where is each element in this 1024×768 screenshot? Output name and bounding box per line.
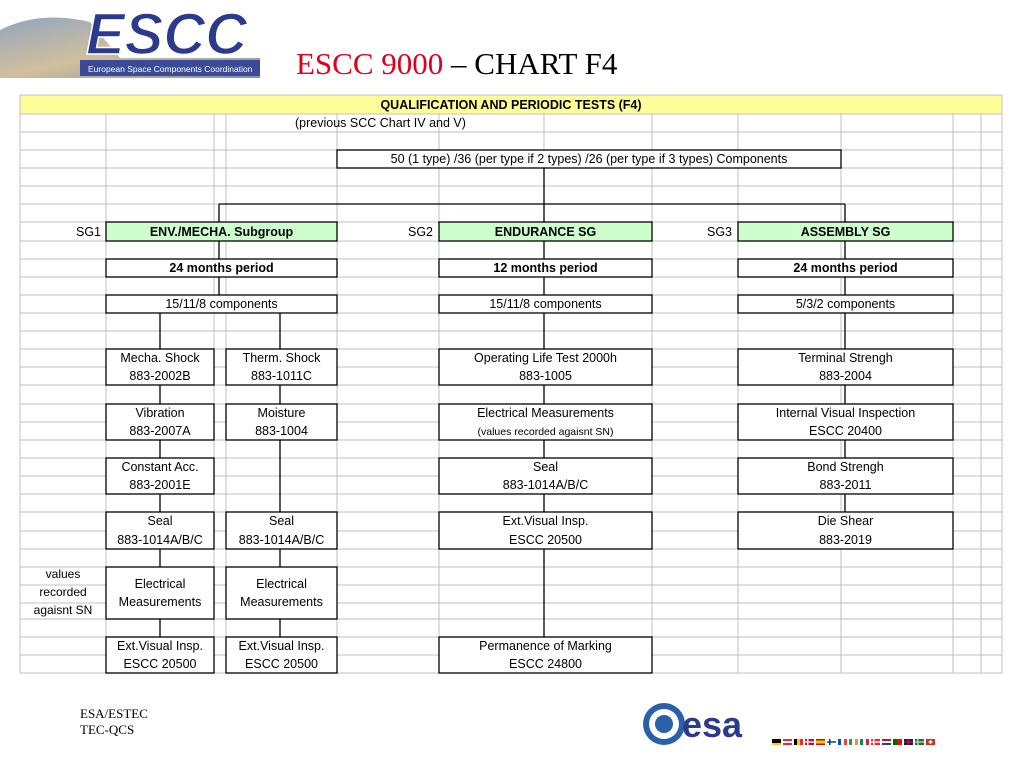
footer-text bbox=[80, 706, 148, 738]
test-ref: 883-2011 bbox=[819, 478, 872, 492]
test-ref: 883-2019 bbox=[819, 533, 872, 547]
test-ref: ESCC 20500 bbox=[245, 657, 318, 671]
test-name-cont: Measurements bbox=[240, 595, 323, 609]
sg3-components: 5/3/2 components bbox=[795, 297, 896, 311]
sg1-period: 24 months period bbox=[169, 261, 274, 275]
escc-logo-subtitle: European Space Components Coordination bbox=[88, 64, 253, 74]
test-name: Electrical bbox=[256, 577, 307, 591]
test-name: Seal bbox=[268, 514, 295, 528]
chart-subheading: (previous SCC Chart IV and V) bbox=[295, 116, 466, 130]
components-top-label: 50 (1 type) /36 (per type if 2 types) /26 (per type if 3 types) Components bbox=[390, 152, 788, 166]
sg2-id: SG2 bbox=[408, 225, 434, 239]
slide-title-black: CHART F4 bbox=[474, 46, 618, 81]
esa-logo-text: esa bbox=[682, 704, 743, 745]
test-ref: ESCC 24800 bbox=[509, 657, 582, 671]
sg2-components: 15/11/8 components bbox=[489, 297, 602, 311]
slide-title-red: ESCC 9000 bbox=[296, 46, 444, 81]
sg2-name: ENDURANCE SG bbox=[494, 225, 597, 239]
test-name: Terminal Strengh bbox=[798, 351, 893, 365]
sg3-period: 24 months period bbox=[793, 261, 898, 275]
test-ref: 883-1011C bbox=[251, 369, 312, 383]
side-note-line: values bbox=[45, 567, 81, 581]
sg1-name: ENV./MECHA. Subgroup bbox=[149, 225, 294, 239]
test-name: Moisture bbox=[257, 406, 306, 420]
test-note: (values recorded agaisnt SN) bbox=[477, 426, 614, 438]
test-ref: 883-2004 bbox=[819, 369, 872, 383]
test-name: Seal bbox=[532, 460, 559, 474]
test-name: Constant Acc. bbox=[121, 460, 199, 474]
sg1-id: SG1 bbox=[76, 225, 102, 239]
test-ref: 883-1014A/B/C bbox=[117, 533, 203, 547]
test-ref: 883-1004 bbox=[255, 424, 308, 438]
test-ref: 883-1014A/B/C bbox=[238, 533, 325, 547]
test-name: Die Shear bbox=[817, 514, 874, 528]
test-ref: 883-2007A bbox=[129, 424, 191, 438]
test-name: Electrical Measurements bbox=[477, 406, 614, 420]
sg3-name: ASSEMBLY SG bbox=[800, 225, 891, 239]
test-ref: 883-1014A/B/C bbox=[502, 478, 589, 492]
footer-line-1: ESA/ESTEC bbox=[80, 706, 148, 721]
slide-title-dash: – bbox=[443, 46, 475, 81]
side-note-line: agaisnt SN bbox=[33, 603, 93, 617]
sg3-id: SG3 bbox=[707, 225, 733, 239]
test-name: Ext.Visual Insp. bbox=[117, 639, 203, 653]
test-name: Permanence of Marking bbox=[479, 639, 612, 653]
test-name: Electrical bbox=[134, 577, 186, 591]
member-flags-icon bbox=[772, 739, 935, 745]
sg2-period: 12 months period bbox=[493, 261, 598, 275]
test-name: Therm. Shock bbox=[242, 351, 321, 365]
escc-logo-text: ESCC bbox=[86, 2, 248, 67]
test-ref: ESCC 20400 bbox=[809, 424, 882, 438]
test-name: Ext.Visual Insp. bbox=[238, 639, 325, 653]
esa-logo bbox=[640, 700, 1010, 752]
test-ref: ESCC 20500 bbox=[509, 533, 582, 547]
sg1-components: 15/11/8 components bbox=[165, 297, 278, 311]
test-name: Ext.Visual Insp. bbox=[502, 514, 589, 528]
test-ref: 883-2001E bbox=[129, 478, 191, 492]
test-name: Vibration bbox=[135, 406, 185, 420]
test-name: Seal bbox=[147, 514, 173, 528]
test-name: Mecha. Shock bbox=[120, 351, 200, 365]
test-ref: 883-2002B bbox=[129, 369, 191, 383]
test-name: Internal Visual Inspection bbox=[775, 406, 916, 420]
chart-heading: QUALIFICATION AND PERIODIC TESTS (F4) bbox=[380, 98, 642, 112]
test-ref: 883-1005 bbox=[519, 369, 572, 383]
test-name: Bond Strengh bbox=[807, 460, 884, 474]
test-ref: ESCC 20500 bbox=[123, 657, 197, 671]
side-note-line: recorded bbox=[39, 585, 87, 599]
test-name-cont: Measurements bbox=[118, 595, 202, 609]
test-name: Operating Life Test 2000h bbox=[474, 351, 617, 365]
footer-line-2: TEC-QCS bbox=[80, 722, 135, 737]
